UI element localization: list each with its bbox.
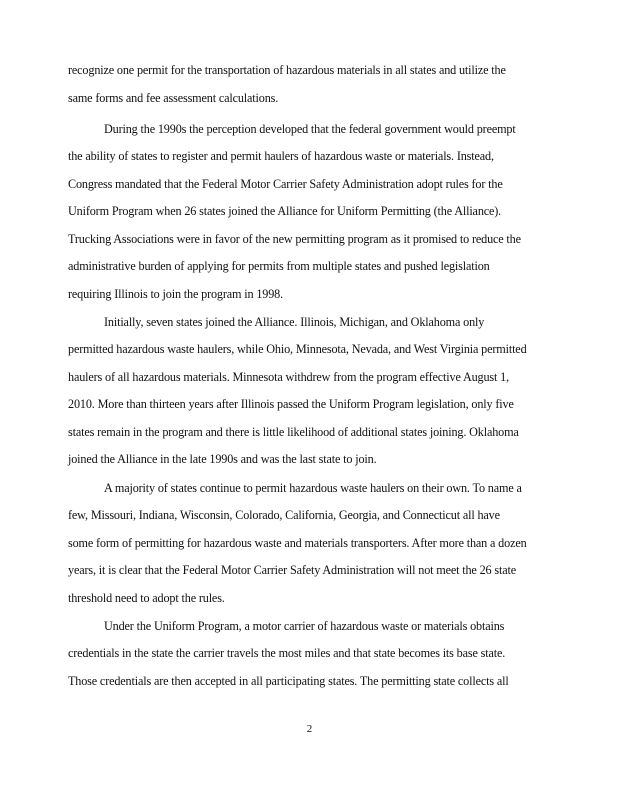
text-line: same forms and fee assessment calculations. [68,91,279,105]
text-line: credentials in the state the carrier travels the most miles and that state becomes its base state. [68,646,506,660]
text-line: administrative burden of applying for permits from multiple states and pushed legislation [68,259,490,273]
text-line: haulers of all hazardous materials. Minnesota withdrew from the program effective August 1, [68,370,509,384]
text-line: few, Missouri, Indiana, Wisconsin, Colorado, California, Georgia, and Connecticut all have [68,508,500,522]
text-line: Uniform Program when 26 states joined the Alliance for Uniform Permitting (the Alliance). [68,204,502,218]
paragraph-start-line: A majority of states continue to permit hazardous waste haulers on their own. To name a [104,481,522,495]
text-line: Those credentials are then accepted in all participating states. The permitting state collects all [68,674,509,688]
text-line: requiring Illinois to join the program in 1998. [68,287,284,301]
text-line: states remain in the program and there is little likelihood of additional states joining. Oklahoma [68,425,519,439]
text-line: some form of permitting for hazardous waste and materials transporters. After more than a dozen [68,536,527,550]
text-line: recognize one permit for the transportation of hazardous materials in all states and utilize the [68,63,506,77]
paragraph-start-line: During the 1990s the perception developed that the federal government would preempt [104,122,516,136]
text-line: the ability of states to register and permit haulers of hazardous waste or materials. Instead, [68,149,494,163]
text-line: years, it is clear that the Federal Motor Carrier Safety Administration will not meet the 26 state [68,563,516,577]
paragraph-start-line: Under the Uniform Program, a motor carrier of hazardous waste or materials obtains [104,619,505,633]
text-line: joined the Alliance in the late 1990s and was the last state to join. [68,452,377,466]
text-line: permitted hazardous waste haulers, while Ohio, Minnesota, Nevada, and West Virginia permitted [68,342,527,356]
page-number: 2 [306,723,313,735]
text-line: Trucking Associations were in favor of the new permitting program as it promised to reduce the [68,232,521,246]
text-line: Congress mandated that the Federal Motor Carrier Safety Administration adopt rules for the [68,177,503,191]
text-line: threshold need to adopt the rules. [68,591,225,605]
paragraph-start-line: Initially, seven states joined the Alliance. Illinois, Michigan, and Oklahoma only [104,315,485,329]
text-line: 2010. More than thirteen years after Illinois passed the Uniform Program legislation, only five [68,397,514,411]
